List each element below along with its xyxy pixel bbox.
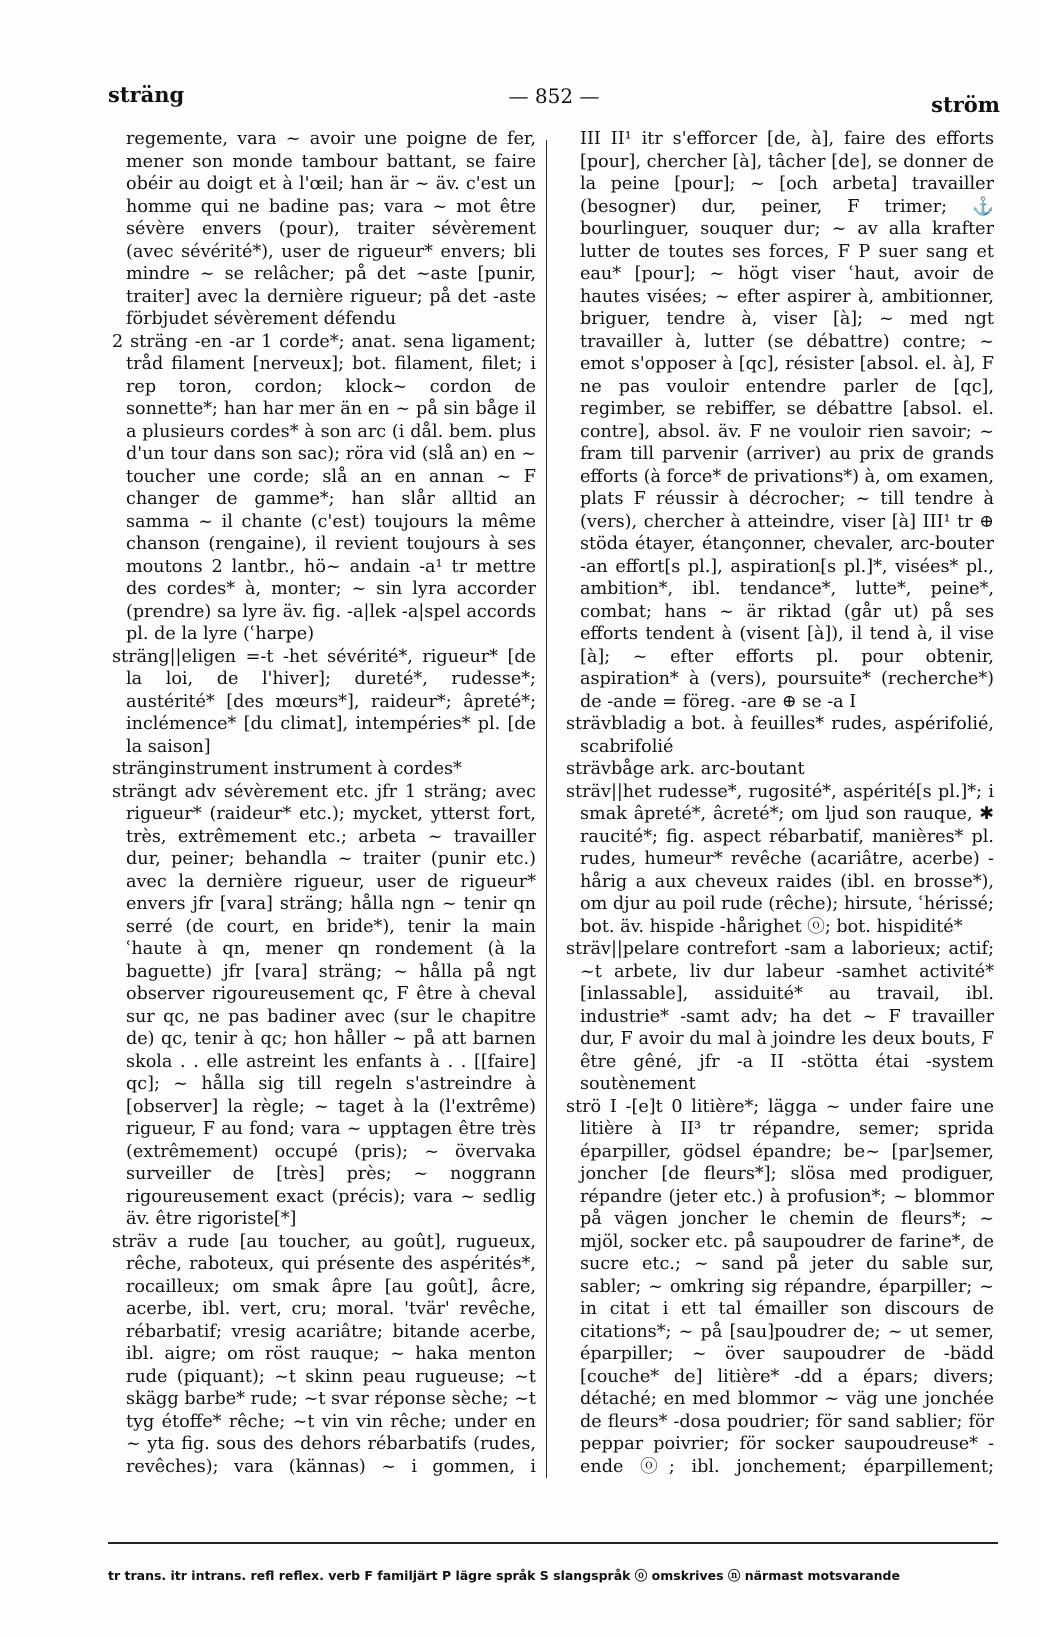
right-column <box>566 128 994 1478</box>
dictionary-entry: sträv||pelare contrefort -sam a laborieux; actif; ~t arbete, liv dur labeur -samhet activité* [inlassable], assiduité* au travail, ibl. industrie* -samt adv; ha det ~ F travailler dur, F avoir du mal à joindre les deux bouts, F être gêné, jfr -a II -stötta étai -system soutènement <box>566 939 994 1094</box>
column-divider <box>546 140 547 1478</box>
dictionary-entry: III II¹ itr s'efforcer [de, à], faire des efforts [pour], chercher [à], tâcher [de], se donner de la peine [pour]; ~ [och arbeta] travailler (besogner) dur, peiner, F trimer; ⚓ bourlinguer, souquer dur; ~ av alla krafter lutter de toutes ses forces, F P suer sang et eau* [pour]; ~ högt viser ʿhaut, avoir de hautes visées; ~ efter aspirer à, ambitionner, briguer, tendre à, viser [à]; ~ med ngt travailler à, lutter (se débattre) contre; ~ emot s'opposer à [qc], résister [absol. el. à], F ne pas vouloir entendre parler de [qc], regimber, se rebiffer, se débattre [absol. el. contre], absol. äv. F ne vouloir rien savoir; ~ fram till parvenir (arriver) au prix de grands efforts (à force* de privations*) à, om examen, plats F réussir à décrocher; ~ till tendre à (vers), chercher à atteindre, viser [à] III¹ tr ⊕ stöda étayer, étançonner, chevaler, arc-bouter -an effort[s pl.], aspiration[s pl.]*, visées* pl., ambition*, ibl. tendance*, lutte*, peine*, combat; hans ~ är riktad (går ut) på ses efforts tendent à (visent [à]), il tend à, il vise [à]; ~ efter efforts pl. pour obtenir, aspiration* à (vers), poursuite* (recherche*) de -ande = föreg. -are ⊕ se -a I <box>580 129 994 712</box>
dictionary-entry: sträv a rude [au toucher, au goût], rugueux, rêche, raboteux, qui présente des aspérités*, rocailleux; om smak âpre [au goût], âcre, acerbe, ibl. vert, cru; moral. 'tvär' revêche, rébarbatif; vresig acariâtre; bitande acerbe, ibl. aigre; om röst rauque; ~ haka menton rude (piquant); ~t skinn peau rugueuse; ~t skägg barbe* rude; ~t svar réponse sèche; ~t tyg étoffe* rêche; ~t vin vin rêche; under en ~ yta fig. sous des dehors rébarbatifs (rudes, revêches); vara (kännas) ~ i gommen, i <box>112 1231 536 1477</box>
page-header <box>108 82 1000 116</box>
page-number: — 852 — <box>508 84 600 108</box>
dictionary-entry: sträng||eligen =-t -het sévérité*, rigueur* [de la loi, de l'hiver]; dureté*, rudesse*; austérité* [des mœurs*], raideur*; âpreté*; inclémence* [du climat], intempéries* pl. [de la saison] <box>112 646 536 757</box>
dictionary-entry: strävbåge ark. arc-boutant <box>566 759 805 779</box>
dictionary-entry: stränginstrument instrument à cordes* <box>112 759 462 779</box>
dictionary-entry: strö I -[e]t 0 litière*; lägga ~ under faire une litière à II³ tr répandre, semer; sprida éparpiller, gödsel épandre; be~ [par]semer, joncher [de fleurs*]; slösa med prodiguer, répandre (jeter etc.) à profusion*; ~ blommor på vägen joncher le chemin de fleurs*; ~ mjöl, socker etc. på saupoudrer de farine*, de sucre etc.; ~ sand på jeter du sable sur, sabler; ~ omkring sig répandre, éparpiller; ~ in citat i ett tal émailler son discours de citations*; ~ på [sau]poudrer de; ~ ut semer, éparpiller; ~ över saupoudrer de -bädd [couche* de] litière* -dd a épars; divers; détaché; en med blommor ~ väg une jonchée de fleurs* -dosa poudrier; för sand sablier; för peppar poivrier; för socker saupoudreuse* -ende ⓞ; ibl. jonchement; éparpillement; <box>566 1096 994 1477</box>
abbreviation-legend: tr trans. itr intrans. refl reflex. verb F familjärt P lägre språk S slangspråk ⓞ omskrives ⓝ närmast motsvarande <box>108 1568 900 1583</box>
dictionary-entry: regemente, vara ~ avoir une poigne de fer, mener son monde tambour battant, se faire obéir au doigt et à l'œil; han är ~ äv. c'est un homme qui ne badine pas; vara ~ mot être sévère envers (pour), traiter sévèrement (avec sévérité*), user de rigueur* envers; bli mindre ~ se relâcher; på det ~aste [punir, traiter] avec la dernière rigueur; på det -aste förbjudet sévèrement défendu <box>126 129 536 329</box>
header-guide-word-right: ström <box>931 92 1000 117</box>
dictionary-entry: 2 sträng -en -ar 1 corde*; anat. sena ligament; tråd filament [nerveux]; bot. filament, filet; i rep toron, cordon; klock~ cordon de sonnette*; han har mer än en ~ på sin båge il a plusieurs cordes* à son arc (i dål. bem. plus d'un tour dans son sac); röra vid (slå an) en ~ toucher une corde; slå an en annan ~ F changer de gamme*; han slår alltid an samma ~ il chante (c'est) toujours la même chanson (rengaine), il revient toujours à ses moutons 2 lantbr., hö~ andain -a¹ tr mettre des cordes* à, monter; ~ sin lyra accorder (prendre) sa lyre äv. fig. -a|lek -a|spel accords pl. de la lyre (ʿharpe) <box>112 331 536 644</box>
dictionary-entry: strävbladig a bot. à feuilles* rudes, aspérifolié, scabrifolié <box>566 714 994 757</box>
dictionary-entry: strängt adv sévèrement etc. jfr 1 sträng; avec rigueur* (raideur* etc.); mycket, ytterst fort, très, extrêmement etc.; arbeta ~ travailler dur, peiner; behandla ~ traiter (punir etc.) avec la dernière rigueur, user de rigueur* envers jfr [vara] sträng; hålla ngn ~ tenir qn serré (de court, en bride*), tenir la main ʿhaute à qn, mener qn rondement (à la baguette) jfr [vara] sträng; ~ hålla på ngt observer rigoureusement qc, F être à cheval sur qc, ne pas badiner avec (sur le chapitre de) qc, tenir à qc; hon håller ~ på att barnen skola . . elle astreint les enfants à . . [[faire] qc]; ~ hålla sig till regeln s'astreindre à [observer] la règle; ~ taget à la (l'extrême) rigueur, F au fond; vara ~ upptagen être très (extrêmement) occupé (pris); ~ övervaka surveiller de [très] près; ~ noggrann rigoureusement exact (précis); vara ~ sedlig äv. être rigoriste[*] <box>112 781 536 1229</box>
left-column <box>112 128 536 1478</box>
header-guide-word-left: sträng <box>108 82 185 107</box>
dictionary-entry: sträv||het rudesse*, rugosité*, aspérité[s pl.]*; i smak âpreté*, âcreté*; om ljud son rauque, ✱ raucité*; fig. aspect rébarbatif, manières* pl. rudes, humeur* revêche (acariâtre, acerbe) -hårig a aux cheveux raides (ibl. en brosse*), om djur au poil rude (rêche); hirsute, ʿhérissé; bot. äv. hispide -hårighet ⓞ; bot. hispidité* <box>566 781 994 937</box>
footer-rule <box>108 1542 998 1544</box>
